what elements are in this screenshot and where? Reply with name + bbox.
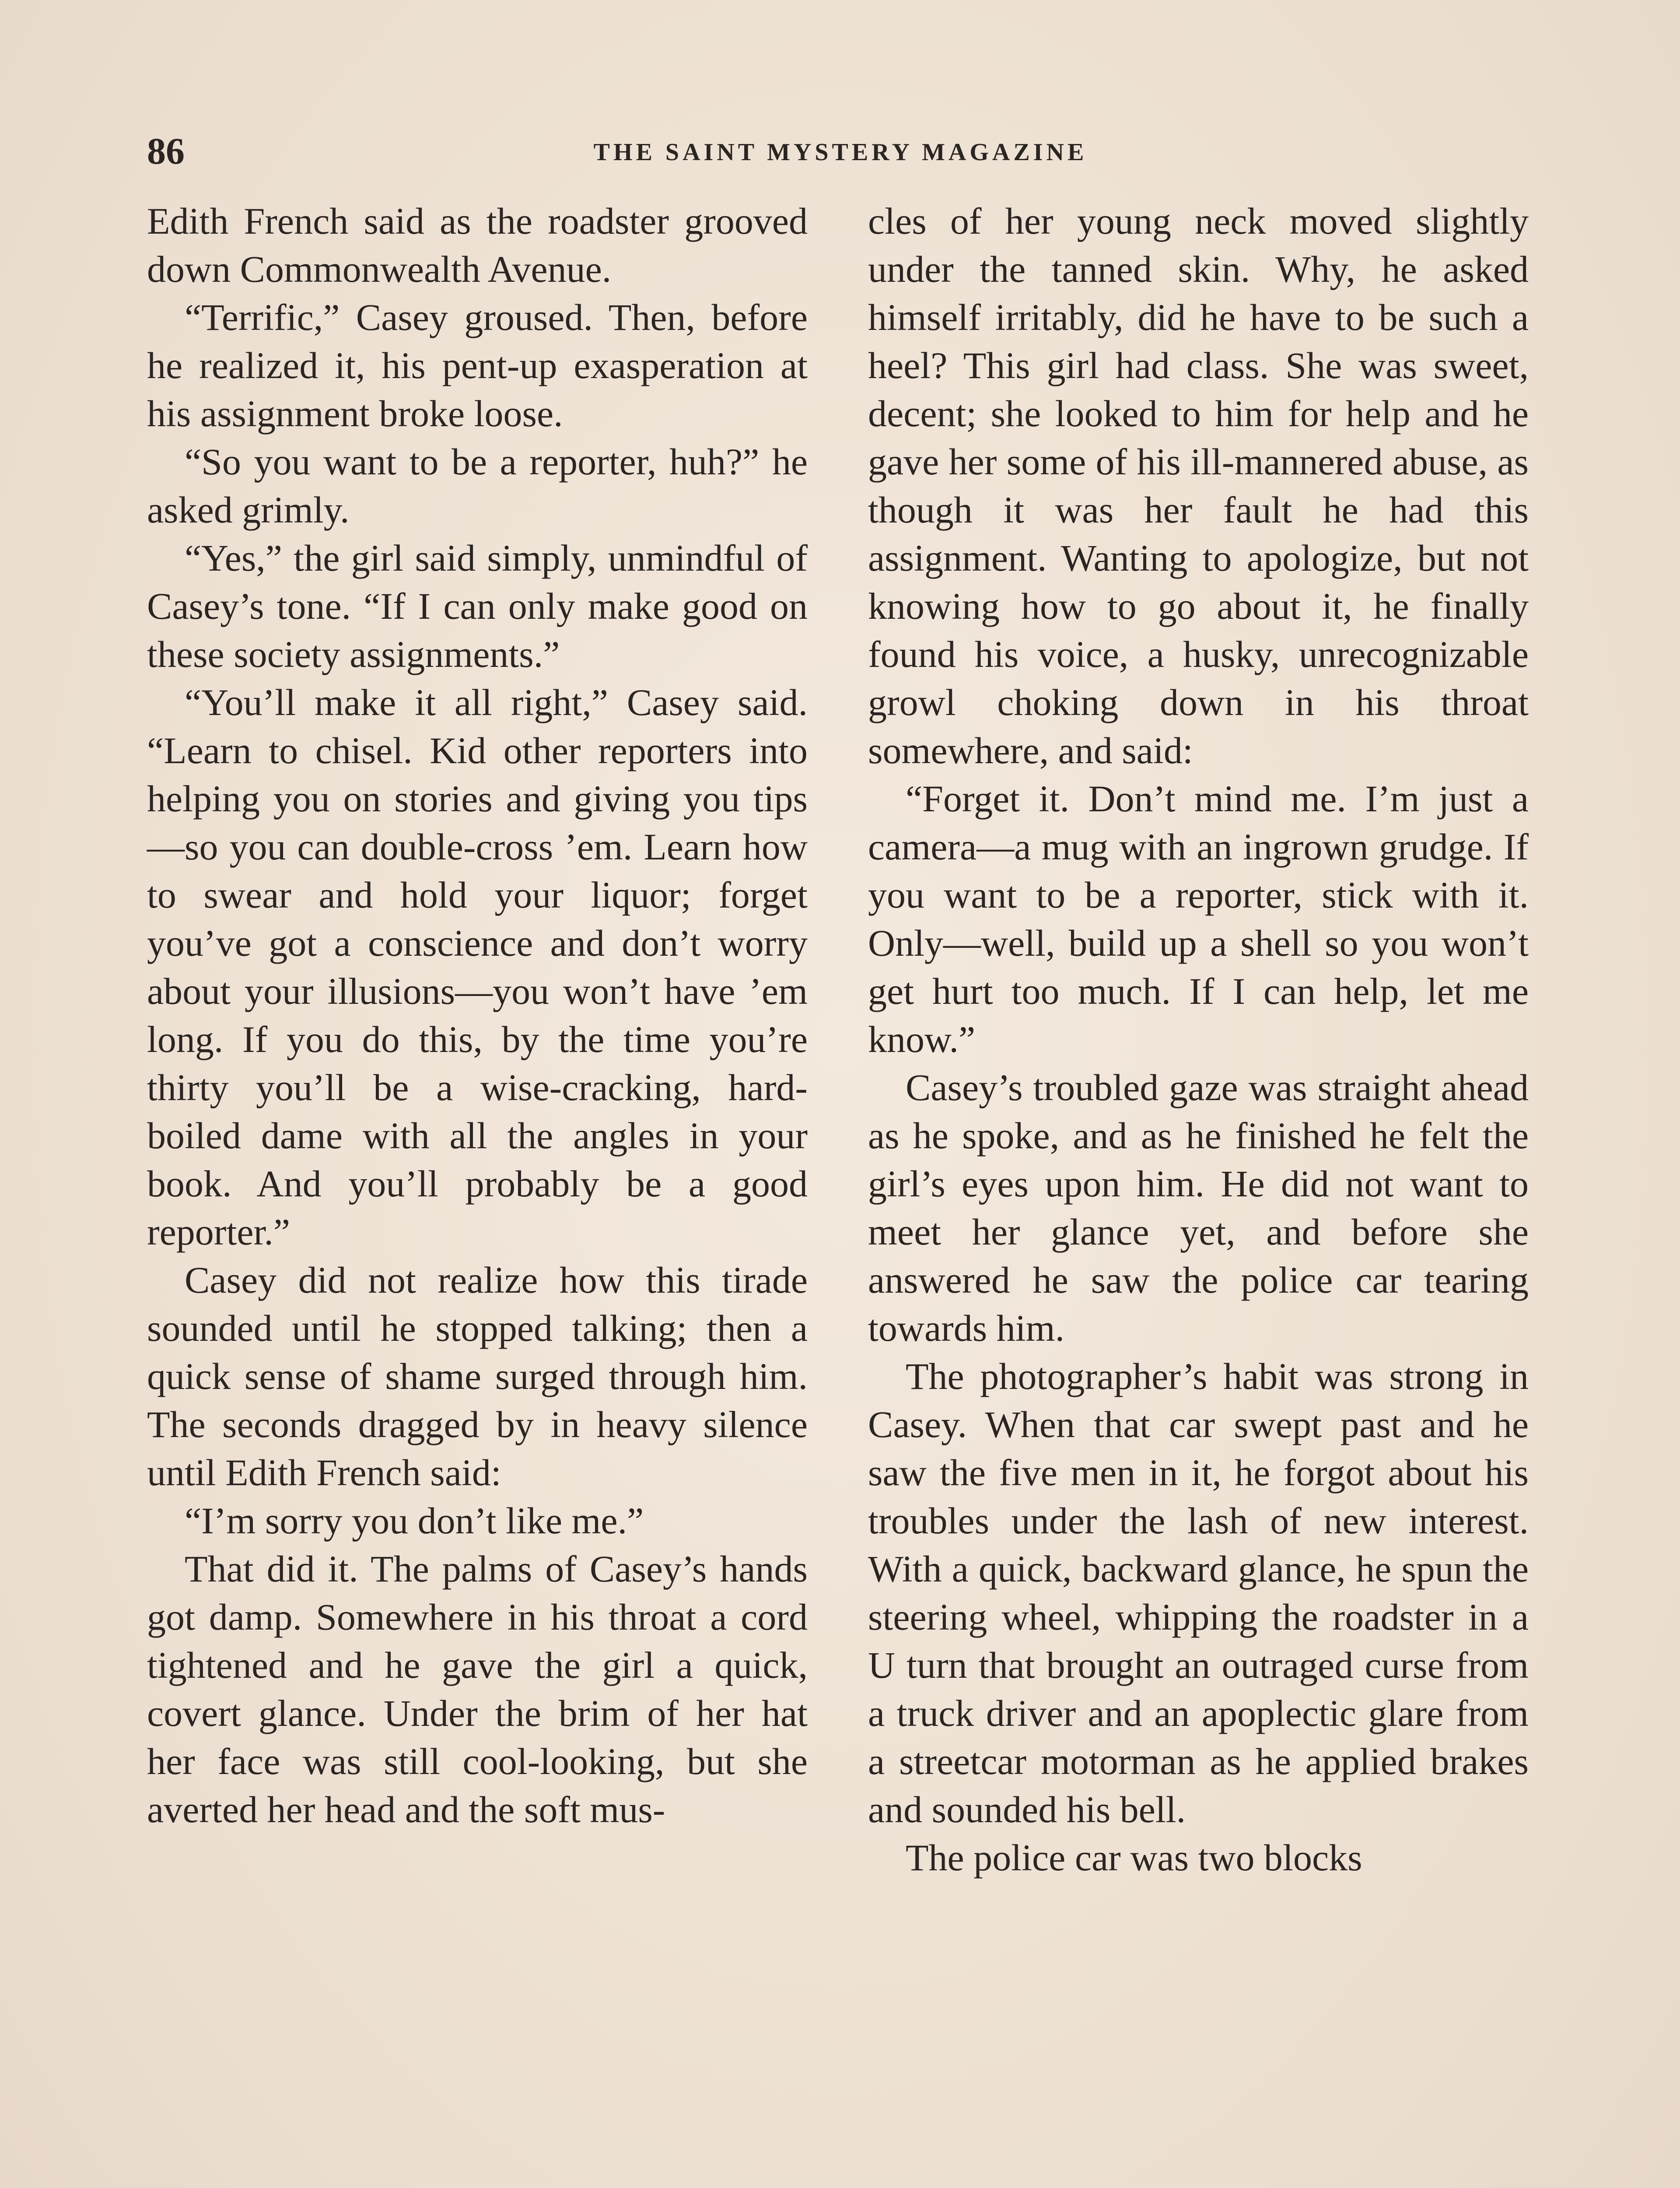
- paragraph: The photographer’s habit was strong in Casey. When that car swept past and he saw the five men in it, he forgot about his troubles under the lash of new interest. With a quick, backward glance, he spun the steering wheel, whipping the roadster in a U turn that brought an outraged curse from a truck driver and an apoplectic glare from a streetcar motorman as he applied brakes and sounded his bell.: [868, 1355, 1529, 1830]
- paragraph: cles of her young neck moved slightly under the tanned skin. Why, he asked himself irritably, did he have to be such a heel? This girl had class. She was sweet, decent; she looked to him for help and he gave her some of his ill-mannered abuse, as though it was her fault he had this assignment. Wanting to apologize, but not knowing how to go about it, he finally found his voice, a husky, unrecognizable growl choking down in his throat somewhere, and said:: [868, 200, 1529, 771]
- page-number: 86: [147, 130, 185, 172]
- paragraph: Casey’s troubled gaze was straight ahead as he spoke, and as he finished he felt the girl’s eyes upon him. He did not want to meet her glance yet, and before she answered he saw the police car tearing towards him.: [868, 1066, 1529, 1349]
- right-text-column: [868, 197, 1529, 1882]
- paragraph: “You’ll make it all right,” Casey said. “Learn to chisel. Kid other reporters into helping you on stories and giving you tips—so you can double-cross ’em. Learn how to swear and hold your liquor; forget you’ve got a conscience and don’t worry about your illusions—you won’t have ’em long. If you do this, by the time you’re thirty you’ll be a wise-cracking, hard-boiled dame with all the angles in your book. And you’ll probably be a good reporter.”: [147, 681, 808, 1253]
- paragraph: “Forget it. Don’t mind me. I’m just a camera—a mug with an ingrown grudge. If you want to be a reporter, stick with it. Only—well, build up a shell so you won’t get hurt too much. If I can help, let me know.”: [868, 778, 1529, 1060]
- paragraph: Edith French said as the roadster grooved down Commonwealth Avenue.: [147, 200, 808, 290]
- paragraph: “So you want to be a reporter, huh?” he asked grimly.: [147, 441, 808, 531]
- running-head: [147, 127, 1534, 175]
- left-text-column: [147, 197, 808, 1834]
- magazine-title: THE SAINT MYSTERY MAGAZINE: [593, 139, 1088, 166]
- paragraph: “Yes,” the girl said simply, unmindful of Casey’s tone. “If I can only make good on these society assignments.”: [147, 537, 808, 675]
- paragraph: “Terrific,” Casey groused. Then, before he realized it, his pent-up exasperation at his assignment broke loose.: [147, 296, 808, 435]
- paragraph: “I’m sorry you don’t like me.”: [185, 1500, 644, 1542]
- paragraph: The police car was two blocks: [906, 1837, 1362, 1879]
- paragraph: Casey did not realize how this tirade sounded until he stopped talking; then a quick sense of shame surged through him. The seconds dragged by in heavy silence until Edith French said:: [147, 1259, 808, 1494]
- paragraph: That did it. The palms of Casey’s hands got damp. Somewhere in his throat a cord tightened and he gave the girl a quick, covert glance. Under the brim of her hat her face was still cool-looking, but she averted her head and the soft mus-: [147, 1548, 808, 1830]
